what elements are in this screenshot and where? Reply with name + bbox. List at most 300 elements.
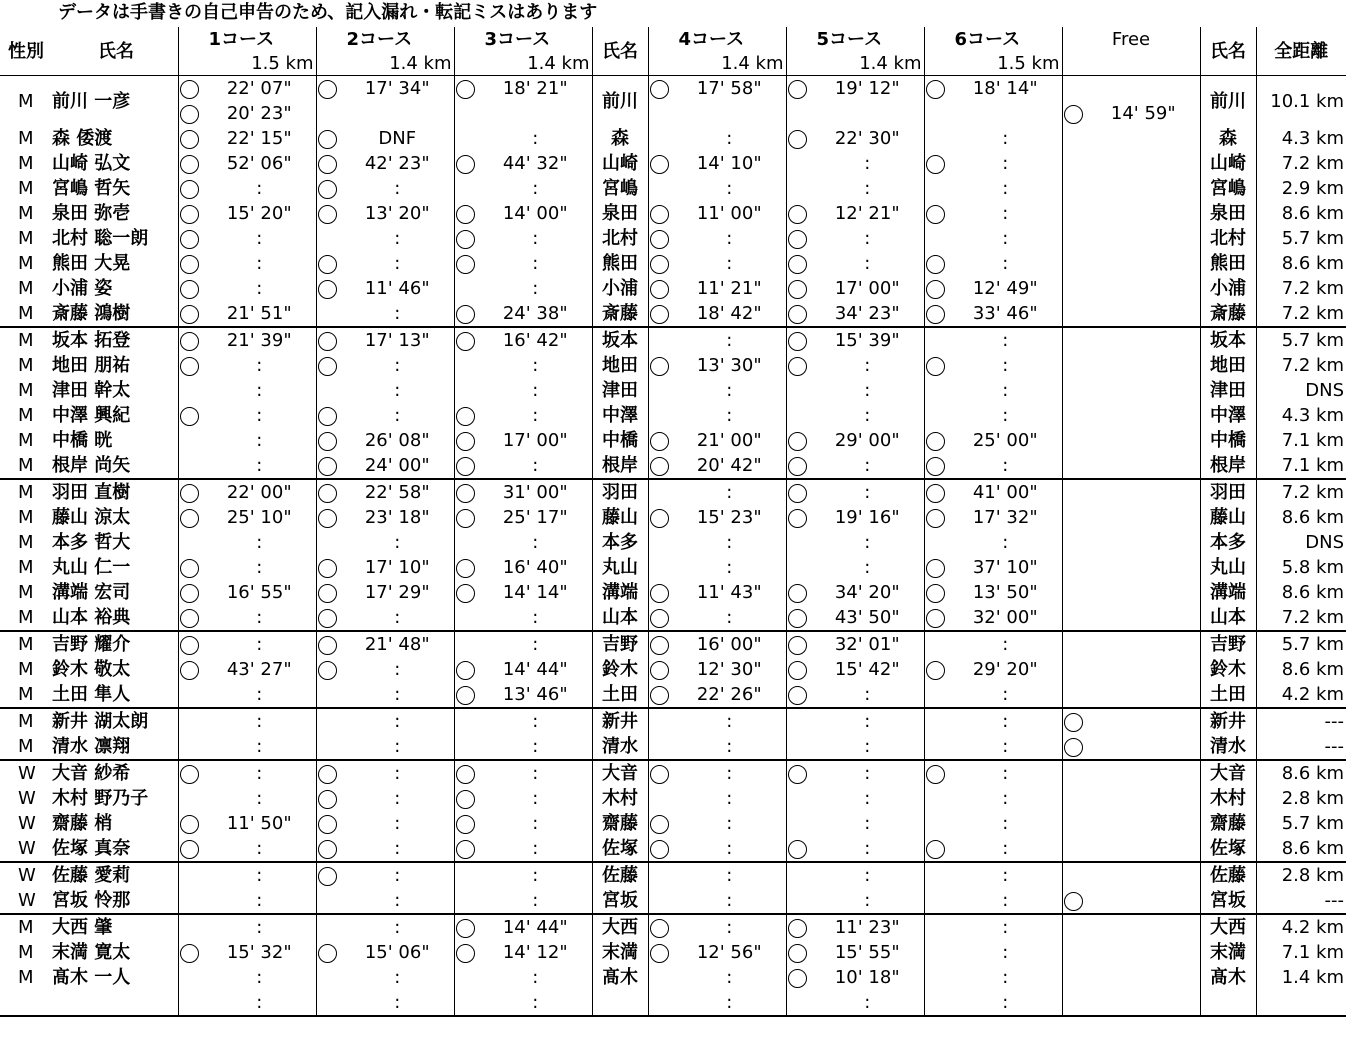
sex-cell: W <box>18 890 36 911</box>
free-mark <box>1062 862 1087 888</box>
course2-time <box>341 101 454 126</box>
free-time <box>1087 888 1200 914</box>
course2-distance: 1.4 km <box>316 52 454 76</box>
short-name-cell: 齋藤 <box>592 811 648 836</box>
course2-mark <box>316 914 341 940</box>
course1-mark <box>178 760 203 786</box>
course1-mark <box>178 940 203 965</box>
course3-time: 25' 17" <box>479 505 592 530</box>
course3-mark <box>454 914 479 940</box>
short-name-cell: 地田 <box>592 353 648 378</box>
check-circle-icon <box>926 432 945 451</box>
course2-mark <box>316 403 341 428</box>
course5-mark <box>786 101 811 126</box>
free-mark <box>1062 251 1087 276</box>
total-cell: 7.1 km <box>1281 942 1345 963</box>
name-cell: 清水 凛翔 <box>50 734 178 760</box>
course6-time: : <box>949 176 1062 201</box>
course6-mark <box>924 888 949 914</box>
course1-mark <box>178 176 203 201</box>
course1-mark <box>178 126 203 151</box>
course1-mark <box>178 276 203 301</box>
free-time <box>1087 555 1200 580</box>
course6-mark <box>924 101 949 126</box>
table-row <box>0 580 1346 605</box>
check-circle-icon <box>1064 738 1083 757</box>
course6-mark <box>924 734 949 760</box>
short-name-cell: 藤山 <box>592 505 648 530</box>
check-circle-icon <box>788 484 807 503</box>
course5-mark <box>786 378 811 403</box>
check-circle-icon <box>1064 713 1083 732</box>
short-name-cell: 藤山 <box>1200 505 1256 530</box>
total-cell: 8.6 km <box>1281 203 1345 224</box>
course1-time: : <box>203 836 316 862</box>
course5-time: : <box>811 251 924 276</box>
sex-cell: M <box>0 708 50 734</box>
check-circle-icon <box>788 457 807 476</box>
short-name-cell: 地田 <box>1200 353 1256 378</box>
sex-cell <box>0 990 50 1016</box>
check-circle-icon <box>650 584 669 603</box>
course6-mark <box>924 605 949 631</box>
course3-time: 14' 00" <box>479 201 592 226</box>
course4-time: : <box>673 479 786 505</box>
course3-mark <box>454 530 479 555</box>
check-circle-icon <box>318 280 337 299</box>
check-circle-icon <box>788 255 807 274</box>
check-circle-icon <box>456 790 475 809</box>
name3-header: 氏名 <box>1200 27 1256 76</box>
check-circle-icon <box>650 609 669 628</box>
check-circle-icon <box>318 332 337 351</box>
table-row <box>0 353 1346 378</box>
course2-mark <box>316 888 341 914</box>
course3-mark <box>454 505 479 530</box>
table-row <box>0 682 1346 708</box>
name-cell: 坂本 拓登 <box>50 327 178 353</box>
course1-mark <box>178 990 203 1016</box>
course6-time: : <box>949 378 1062 403</box>
course6-mark <box>924 682 949 708</box>
course1-header: 1コース <box>178 27 316 52</box>
course6-time: 25' 00" <box>949 428 1062 453</box>
course2-mark <box>316 251 341 276</box>
check-circle-icon <box>180 205 199 224</box>
short-name-cell: 北村 <box>1200 226 1256 251</box>
course2-time: 21' 48" <box>341 631 454 657</box>
sex-cell: M <box>18 228 34 249</box>
short-name-cell: 羽田 <box>1200 479 1256 505</box>
course2-time: 17' 10" <box>341 555 454 580</box>
course6-mark <box>924 657 949 682</box>
course3-mark <box>454 76 479 102</box>
course3-mark <box>454 301 479 327</box>
free-time <box>1087 276 1200 301</box>
free-mark <box>1062 353 1087 378</box>
name-cell: 土田 隼人 <box>50 682 178 708</box>
total-cell: 7.2 km <box>1281 153 1345 174</box>
short-name-cell: 佐藤 <box>1200 862 1256 888</box>
course5-mark <box>786 453 811 479</box>
free-mark <box>1062 505 1087 530</box>
total-cell: --- <box>1324 736 1345 757</box>
total-cell: 7.2 km <box>1281 303 1345 324</box>
total-cell: --- <box>1256 708 1346 734</box>
free-time <box>1087 530 1200 555</box>
total-header: 全距離 <box>1274 40 1329 62</box>
course5-mark <box>786 734 811 760</box>
check-circle-icon <box>926 280 945 299</box>
course6-mark <box>924 479 949 505</box>
check-circle-icon <box>456 484 475 503</box>
free-mark <box>1062 201 1087 226</box>
table-row <box>0 403 1346 428</box>
course1-mark <box>178 151 203 176</box>
check-circle-icon <box>318 357 337 376</box>
free-mark <box>1062 631 1087 657</box>
course2-time: : <box>341 353 454 378</box>
course1-time: : <box>203 403 316 428</box>
course6-mark <box>924 327 949 353</box>
check-circle-icon <box>926 661 945 680</box>
course1-mark <box>178 580 203 605</box>
course2-mark <box>316 151 341 176</box>
course6-mark <box>924 353 949 378</box>
short-name-cell: 宮坂 <box>592 888 648 914</box>
short-name-cell: 大西 <box>592 914 648 940</box>
total-cell: 5.8 km <box>1281 557 1345 578</box>
course2-mark <box>316 176 341 201</box>
course4-mark <box>648 505 673 530</box>
course6-time: : <box>949 914 1062 940</box>
course5-mark <box>786 631 811 657</box>
check-circle-icon <box>180 407 199 426</box>
check-circle-icon <box>318 559 337 578</box>
course4-time: : <box>673 965 786 990</box>
course2-mark <box>316 126 341 151</box>
course6-mark <box>924 126 949 151</box>
course4-time: 12' 30" <box>673 657 786 682</box>
course5-mark <box>786 530 811 555</box>
course5-mark <box>786 76 811 102</box>
course6-time: : <box>949 453 1062 479</box>
course4-header: 4コース <box>648 27 786 52</box>
course1-mark <box>178 631 203 657</box>
total-cell <box>1256 990 1346 1016</box>
course2-time: : <box>341 786 454 811</box>
name-cell: 鈴木 敬太 <box>50 657 178 682</box>
free-time <box>1087 990 1200 1016</box>
course3-mark <box>454 940 479 965</box>
free-time <box>1087 126 1200 151</box>
check-circle-icon <box>926 584 945 603</box>
sex-cell: W <box>0 760 50 786</box>
short-name-cell: 中橋 <box>1200 428 1256 453</box>
course6-mark <box>924 505 949 530</box>
course5-time: 10' 18" <box>811 965 924 990</box>
name-cell: 熊田 大晃 <box>50 251 178 276</box>
course2-mark <box>316 226 341 251</box>
course5-time: 43' 50" <box>811 605 924 631</box>
course3-time: : <box>479 965 592 990</box>
course1-mark <box>178 914 203 940</box>
course4-time: 16' 00" <box>673 631 786 657</box>
sex-cell: M <box>18 507 34 528</box>
check-circle-icon <box>318 130 337 149</box>
course6-time <box>949 101 1062 126</box>
free-mark <box>1062 176 1087 201</box>
free-time <box>1087 151 1200 176</box>
name-cell: 森 倭渡 <box>50 126 178 151</box>
check-circle-icon <box>650 357 669 376</box>
sex-cell: M <box>18 253 34 274</box>
free-time <box>1087 760 1200 786</box>
free-mark <box>1062 226 1087 251</box>
course6-mark <box>924 530 949 555</box>
course6-mark <box>924 378 949 403</box>
course3-mark <box>454 760 479 786</box>
course2-time: : <box>341 301 454 327</box>
course5-mark <box>786 786 811 811</box>
check-circle-icon <box>318 509 337 528</box>
name-cell: 末満 寛太 <box>50 940 178 965</box>
free-time <box>1087 403 1200 428</box>
check-circle-icon <box>456 230 475 249</box>
course2-time: : <box>341 836 454 862</box>
course1-mark <box>178 811 203 836</box>
course3-mark <box>454 605 479 631</box>
free-time <box>1087 453 1200 479</box>
course1-mark <box>178 786 203 811</box>
course5-time: : <box>811 862 924 888</box>
name-cell: 北村 聡一朗 <box>50 226 178 251</box>
table-row <box>0 327 1346 353</box>
course5-mark <box>786 251 811 276</box>
sex-cell: M <box>18 303 34 324</box>
short-name-cell: 中澤 <box>592 403 648 428</box>
short-name-cell: 佐塚 <box>592 836 648 862</box>
check-circle-icon <box>180 609 199 628</box>
free-mark <box>1062 428 1087 453</box>
check-circle-icon <box>788 80 807 99</box>
course5-mark <box>786 940 811 965</box>
short-name-cell: 山本 <box>1200 605 1256 631</box>
course5-mark <box>786 836 811 862</box>
course4-mark <box>648 708 673 734</box>
course1-mark <box>178 428 203 453</box>
course5-time: : <box>811 786 924 811</box>
course1-mark <box>178 403 203 428</box>
course3-mark <box>454 453 479 479</box>
course6-mark <box>924 176 949 201</box>
sex-cell: M <box>18 736 34 757</box>
course4-mark <box>648 555 673 580</box>
course5-mark <box>786 760 811 786</box>
name-cell: 佐藤 愛莉 <box>50 862 178 888</box>
check-circle-icon <box>926 255 945 274</box>
course1-time: 25' 10" <box>203 505 316 530</box>
table-row <box>0 126 1346 151</box>
course5-mark <box>786 605 811 631</box>
course6-mark <box>924 580 949 605</box>
course2-mark <box>316 786 341 811</box>
course1-mark <box>178 453 203 479</box>
check-circle-icon <box>926 155 945 174</box>
free-time <box>1087 708 1200 734</box>
check-circle-icon <box>180 105 199 124</box>
course4-time: 22' 26" <box>673 682 786 708</box>
course1-time: 21' 39" <box>203 327 316 353</box>
course5-time: 15' 55" <box>811 940 924 965</box>
total-cell: 7.2 km <box>1281 355 1345 376</box>
course2-mark <box>316 301 341 327</box>
check-circle-icon <box>456 155 475 174</box>
short-name-cell: 山崎 <box>592 151 648 176</box>
course4-mark <box>648 657 673 682</box>
course1-time: 22' 00" <box>203 479 316 505</box>
course6-mark <box>924 428 949 453</box>
course3-time: : <box>479 453 592 479</box>
course2-time: 15' 06" <box>341 940 454 965</box>
course2-mark <box>316 605 341 631</box>
course3-mark <box>454 151 479 176</box>
check-circle-icon <box>180 80 199 99</box>
course6-time: 37' 10" <box>949 555 1062 580</box>
name-cell: 宮嶋 哲矢 <box>50 176 178 201</box>
course1-mark <box>178 836 203 862</box>
course3-time: : <box>479 378 592 403</box>
short-name-cell: 坂本 <box>1200 327 1256 353</box>
check-circle-icon <box>318 432 337 451</box>
check-circle-icon <box>180 255 199 274</box>
check-circle-icon <box>456 509 475 528</box>
course4-time <box>673 101 786 126</box>
course6-time: : <box>949 226 1062 251</box>
total-cell: 7.1 km <box>1281 455 1345 476</box>
course2-mark <box>316 276 341 301</box>
free-time <box>1087 605 1200 631</box>
course2-time: : <box>341 251 454 276</box>
short-name-cell: 熊田 <box>1200 251 1256 276</box>
check-circle-icon <box>788 969 807 988</box>
check-circle-icon <box>318 790 337 809</box>
free-mark <box>1062 786 1087 811</box>
course3-mark <box>454 862 479 888</box>
short-name-cell: 吉野 <box>1200 631 1256 657</box>
table-row <box>0 836 1346 862</box>
course3-time: : <box>479 276 592 301</box>
course1-time: : <box>203 914 316 940</box>
course3-time: : <box>479 605 592 631</box>
free-time <box>1087 914 1200 940</box>
course3-time: : <box>479 226 592 251</box>
total-cell: --- <box>1324 890 1345 911</box>
course2-mark <box>316 201 341 226</box>
table-row <box>0 530 1346 555</box>
course3-mark <box>454 836 479 862</box>
course2-time: 17' 13" <box>341 327 454 353</box>
course2-mark <box>316 708 341 734</box>
course3-time: : <box>479 811 592 836</box>
table-row <box>0 631 1346 657</box>
course4-mark <box>648 760 673 786</box>
course1-time: : <box>203 862 316 888</box>
course4-time: : <box>673 708 786 734</box>
free-time <box>1087 811 1200 836</box>
course3-time: : <box>479 862 592 888</box>
course5-time: : <box>811 708 924 734</box>
check-circle-icon <box>456 305 475 324</box>
check-circle-icon <box>650 944 669 963</box>
sex-cell: M <box>18 203 34 224</box>
short-name-cell: 佐塚 <box>1200 836 1256 862</box>
free-mark <box>1062 403 1087 428</box>
course1-mark <box>178 505 203 530</box>
course1-time: : <box>203 734 316 760</box>
short-name-cell: 斎藤 <box>592 301 648 327</box>
table-row <box>0 176 1346 201</box>
course3-mark <box>454 353 479 378</box>
course5-mark <box>786 580 811 605</box>
course6-time: : <box>949 151 1062 176</box>
course6-mark <box>924 836 949 862</box>
course5-time: 12' 21" <box>811 201 924 226</box>
course3-time: 14' 12" <box>479 940 592 965</box>
free-time <box>1087 176 1200 201</box>
course3-mark <box>454 201 479 226</box>
table-row <box>0 276 1346 301</box>
course2-mark <box>316 353 341 378</box>
table-row <box>0 990 1346 1016</box>
short-name-cell: 鈴木 <box>1200 657 1256 682</box>
course3-mark <box>454 378 479 403</box>
course2-mark <box>316 580 341 605</box>
course4-mark <box>648 862 673 888</box>
course6-time: 29' 20" <box>949 657 1062 682</box>
course1-mark <box>178 201 203 226</box>
check-circle-icon <box>318 867 337 886</box>
short-name-cell: 鈴木 <box>592 657 648 682</box>
name-cell: 地田 朋祐 <box>50 353 178 378</box>
check-circle-icon <box>180 636 199 655</box>
course3-time: : <box>479 708 592 734</box>
sex-cell: M <box>18 405 34 426</box>
course5-time: : <box>811 453 924 479</box>
table-subrow <box>0 101 1346 126</box>
course1-time: 11' 50" <box>203 811 316 836</box>
total-cell: 2.8 km <box>1256 862 1346 888</box>
course6-mark <box>924 940 949 965</box>
check-circle-icon <box>788 636 807 655</box>
course3-time: : <box>479 126 592 151</box>
short-name-cell: 坂本 <box>592 327 648 353</box>
sex-cell: M <box>18 659 34 680</box>
course4-time: : <box>673 327 786 353</box>
check-circle-icon <box>456 332 475 351</box>
course2-mark <box>316 811 341 836</box>
course2-time: DNF <box>341 126 454 151</box>
short-name-cell: 清水 <box>1200 734 1256 760</box>
course2-time: : <box>341 530 454 555</box>
short-name-cell: 斎藤 <box>1200 301 1256 327</box>
course1-time: : <box>203 888 316 914</box>
course5-time: 15' 39" <box>811 327 924 353</box>
course4-mark <box>648 965 673 990</box>
course4-time: 11' 21" <box>673 276 786 301</box>
sex-header: 性別 <box>8 40 44 62</box>
course3-mark <box>454 226 479 251</box>
